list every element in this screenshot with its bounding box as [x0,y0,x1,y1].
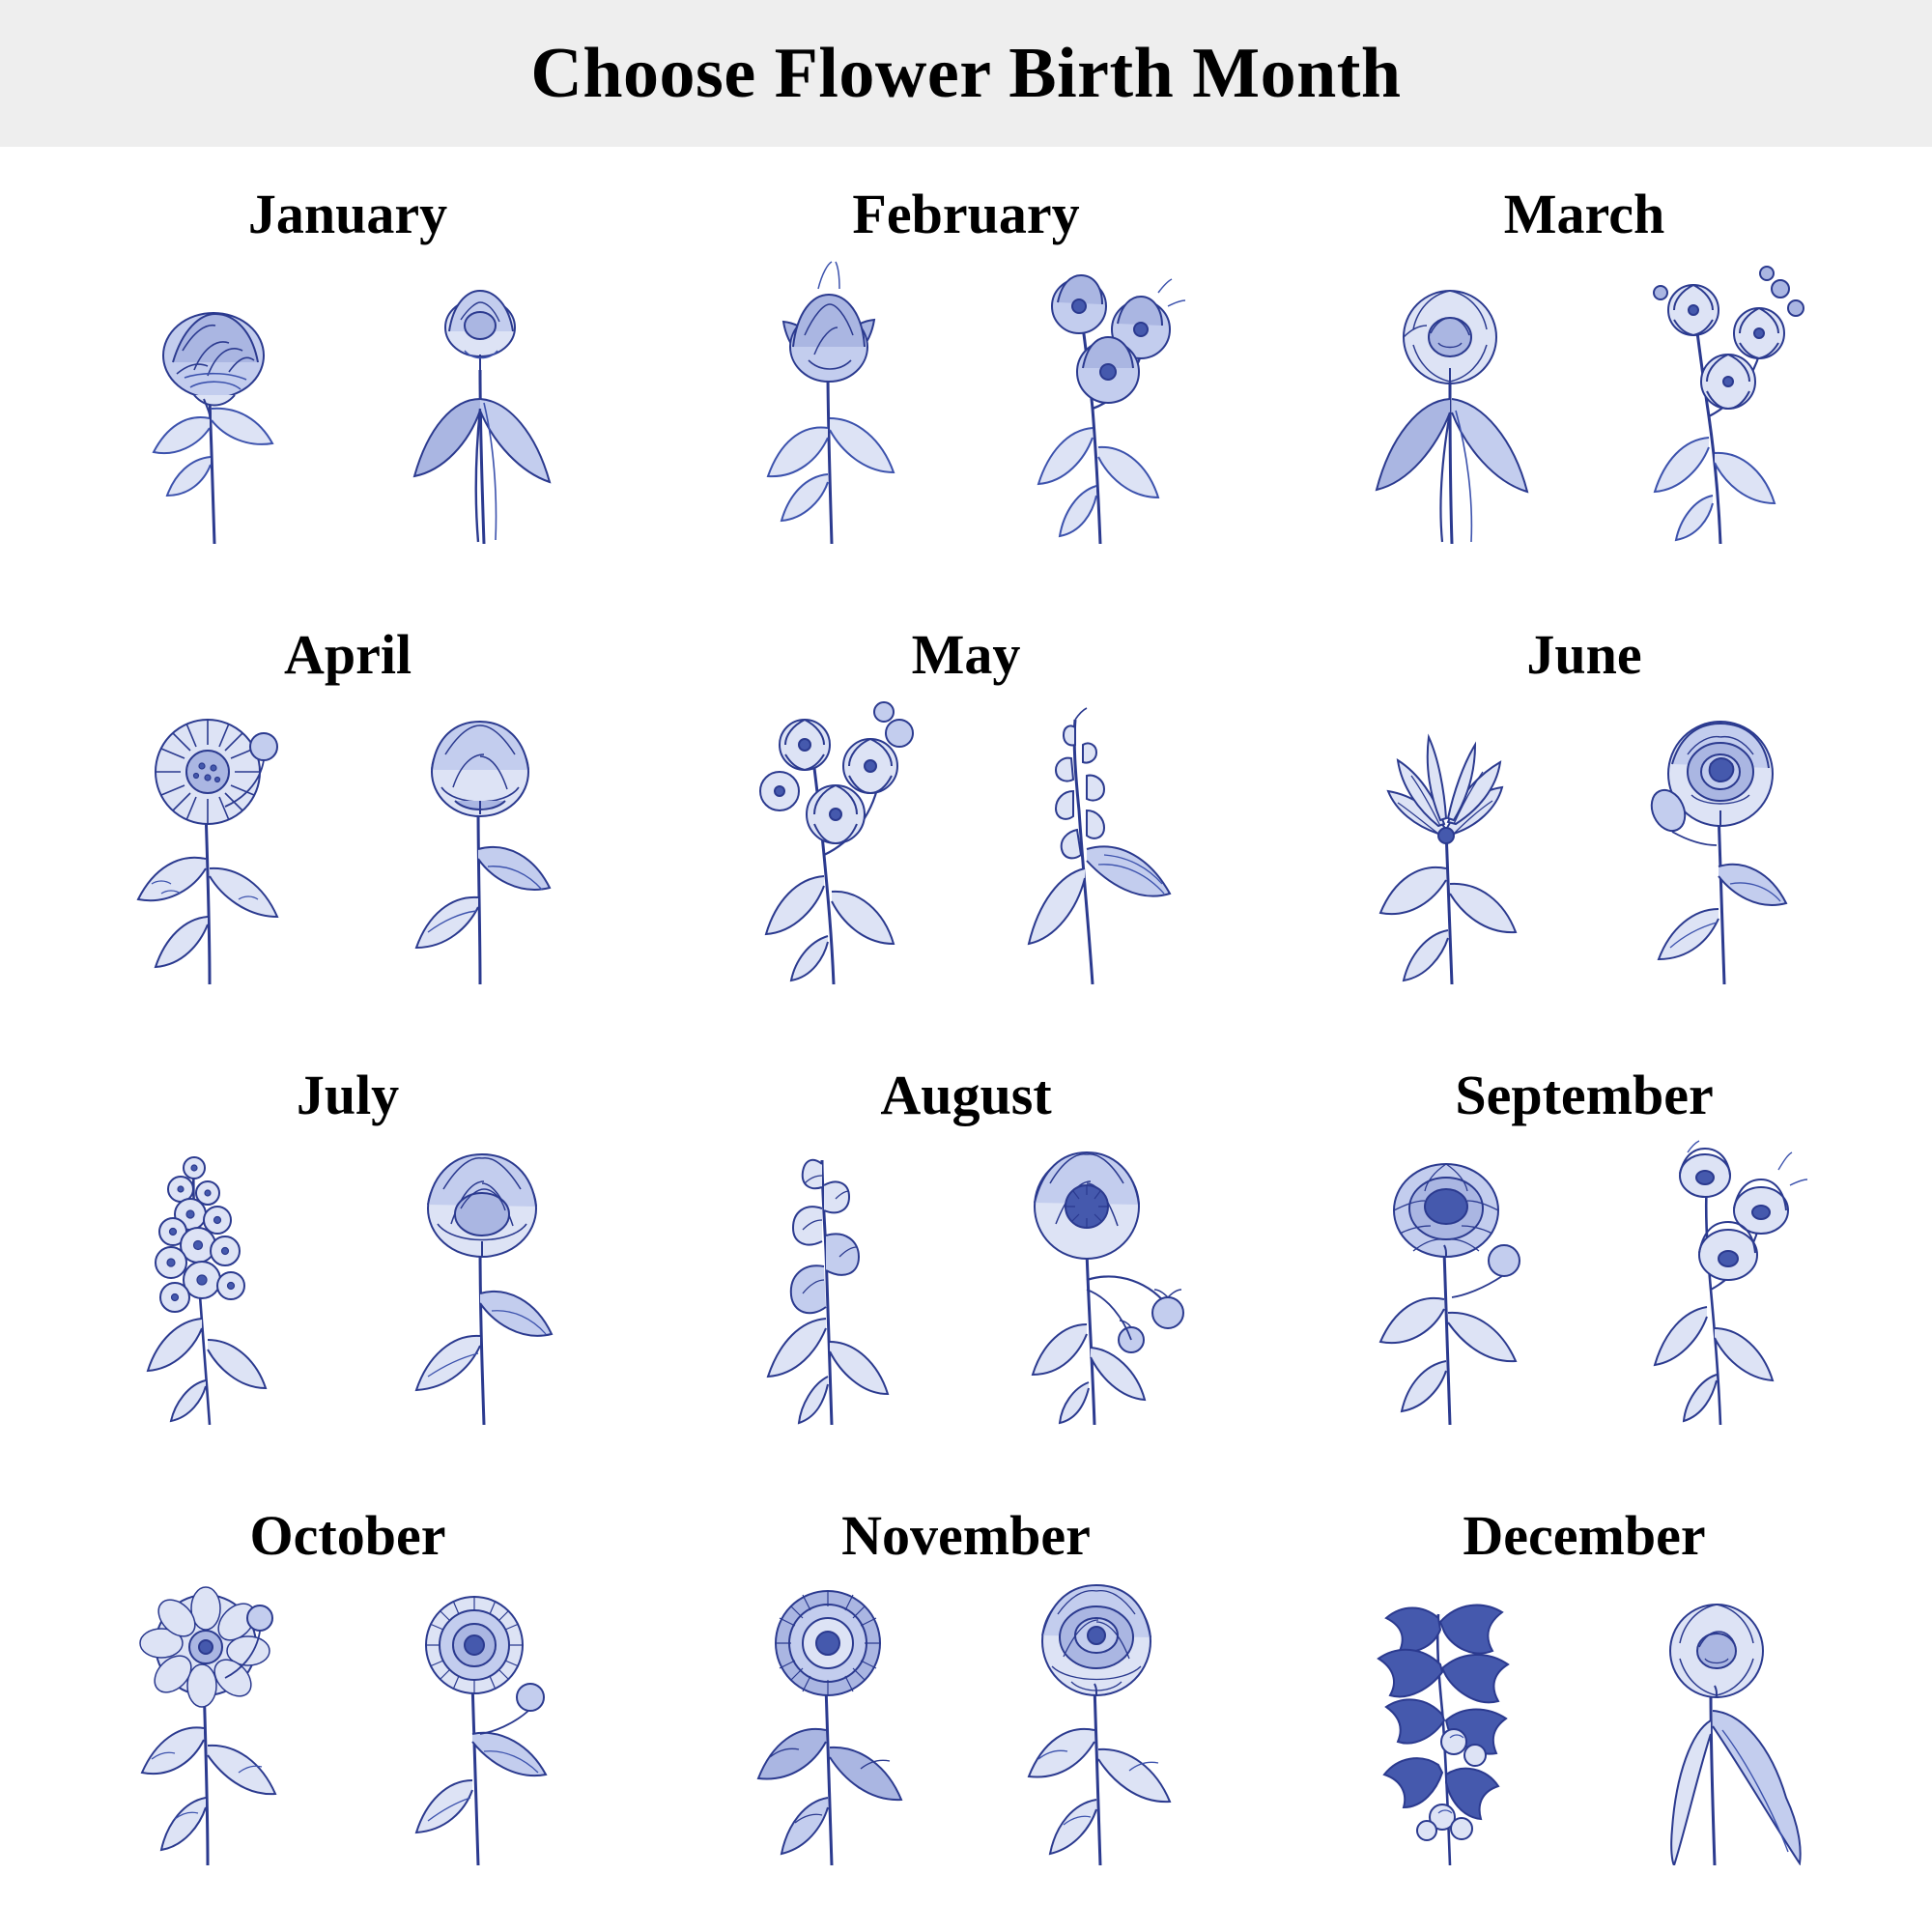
violet-icon[interactable] [979,254,1220,544]
holly-icon[interactable] [1330,1576,1572,1865]
month-label: August [880,1064,1052,1126]
flower-pair [1275,1135,1893,1425]
daffodil-icon[interactable] [1330,254,1572,544]
aster-icon[interactable] [1330,1135,1572,1425]
month-label: March [1503,183,1665,245]
month-cell-april[interactable] [39,611,657,1051]
month-label: September [1455,1064,1714,1126]
month-cell-november[interactable] [657,1492,1275,1932]
marigold-icon[interactable] [360,1576,602,1865]
cherry-blossom-icon[interactable] [1597,254,1838,544]
month-label: January [247,183,448,245]
month-cell-december[interactable] [1275,1492,1893,1932]
month-cell-september[interactable] [1275,1051,1893,1492]
month-cell-march[interactable] [1275,170,1893,611]
header-bar [0,0,1932,147]
honeysuckle-icon[interactable] [1330,695,1572,984]
flower-pair [39,1135,657,1425]
iris-icon[interactable] [712,254,953,544]
month-cell-february[interactable] [657,170,1275,611]
month-label: May [911,623,1021,686]
flower-pair [657,254,1275,544]
lily-of-the-valley-icon[interactable] [979,695,1220,984]
month-label: April [283,623,412,686]
larkspur-icon[interactable] [94,1135,335,1425]
morning-glory-icon[interactable] [1597,1135,1838,1425]
flower-pair [657,695,1275,984]
month-cell-july[interactable] [39,1051,657,1492]
flower-pair [39,695,657,984]
page-title: Choose Flower Birth Month [530,34,1402,113]
month-label: November [841,1504,1091,1567]
carnation-icon[interactable] [94,254,335,544]
flower-pair [1275,1576,1893,1865]
sweet-pea-icon[interactable] [360,695,602,984]
month-label: July [296,1064,400,1126]
month-cell-august[interactable] [657,1051,1275,1492]
flower-pair [1275,695,1893,984]
gladiolus-icon[interactable] [712,1135,953,1425]
month-cell-october[interactable] [39,1492,657,1932]
narcissus-icon[interactable] [1597,1576,1838,1865]
water-lily-icon[interactable] [360,1135,602,1425]
cosmos-icon[interactable] [94,1576,335,1865]
hawthorn-icon[interactable] [712,695,953,984]
peony-icon[interactable] [979,1576,1220,1865]
poppy-icon[interactable] [979,1135,1220,1425]
month-label: October [249,1504,446,1567]
snowdrop-icon[interactable] [360,254,602,544]
month-label: December [1463,1504,1706,1567]
rose-icon[interactable] [1597,695,1838,984]
flower-pair [1275,254,1893,544]
month-cell-may[interactable] [657,611,1275,1051]
month-cell-june[interactable] [1275,611,1893,1051]
flower-pair [39,254,657,544]
flower-pair [657,1135,1275,1425]
month-grid [0,147,1932,1932]
month-cell-january[interactable] [39,170,657,611]
flower-pair [39,1576,657,1865]
chrysanthemum-icon[interactable] [712,1576,953,1865]
daisy-icon[interactable] [94,695,335,984]
flower-pair [657,1576,1275,1865]
month-label: June [1526,623,1642,686]
month-label: February [852,183,1080,245]
